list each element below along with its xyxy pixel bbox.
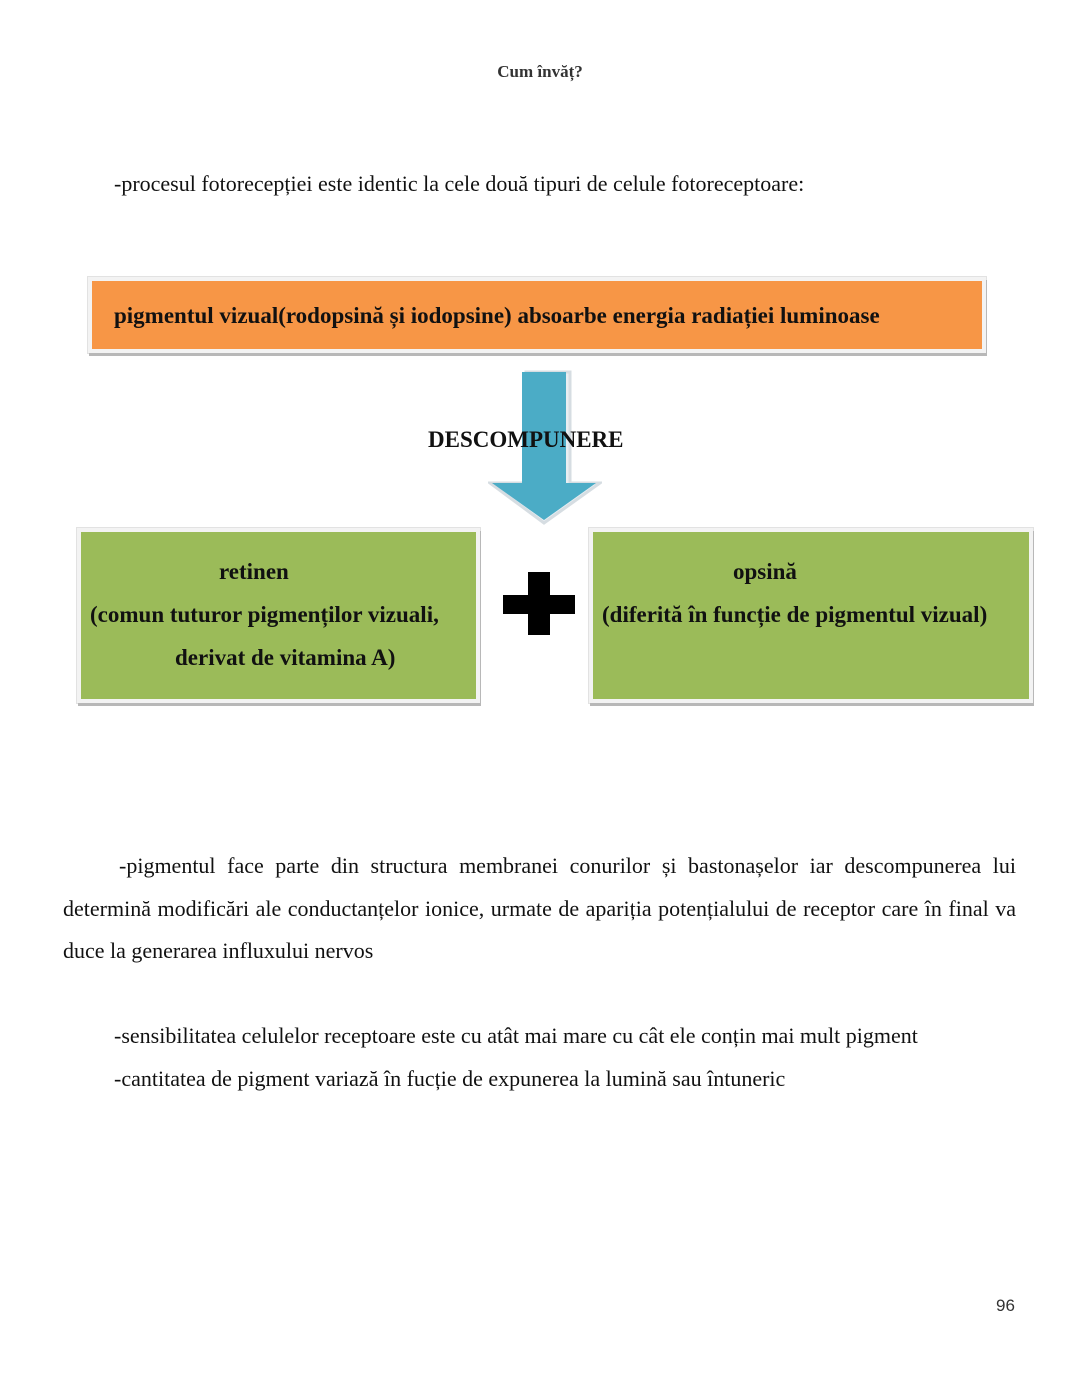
- page-number: 96: [996, 1296, 1015, 1315]
- intro-line: -procesul fotorecepției este identic la cele două tipuri de celule fotoreceptoare:: [114, 171, 805, 196]
- bullet-sensitivity: -sensibilitatea celulelor receptoare este cu atât mai mare cu cât ele conțin mai mult pigment: [114, 1023, 918, 1048]
- paragraph-membrane: [63, 845, 1016, 973]
- opsina-title: opsină: [733, 559, 797, 584]
- bullet-quantity: -cantitatea de pigment variază în fucție de expunerea la lumină sau întuneric: [114, 1066, 786, 1091]
- decomposition-label: DESCOMPUNERE: [428, 427, 624, 452]
- retinen-box: [77, 528, 480, 703]
- opsina-line1: (diferită în funcție de pigmentul vizual): [602, 602, 988, 627]
- paragraph-text: -pigmentul face parte din structura membranei conurilor și bastonașelor iar descompunerea lui determină modificări ale conductanțelor ionice, urmate de apariția potențialului de receptor care în final va duce la generarea influxului nervos: [63, 853, 1016, 963]
- retinen-line2: derivat de vitamina A): [175, 645, 396, 670]
- plus-icon: [500, 568, 578, 638]
- opsina-box: [589, 528, 1033, 703]
- pigment-absorbs-box: [88, 277, 986, 353]
- retinen-line1: (comun tuturor pigmenților vizuali,: [90, 602, 439, 627]
- running-header: Cum învăț?: [497, 62, 583, 81]
- pigment-absorbs-text: pigmentul vizual(rodopsină și iodopsine) absoarbe energia radiației luminoase: [114, 303, 880, 328]
- retinen-title: retinen: [219, 559, 289, 584]
